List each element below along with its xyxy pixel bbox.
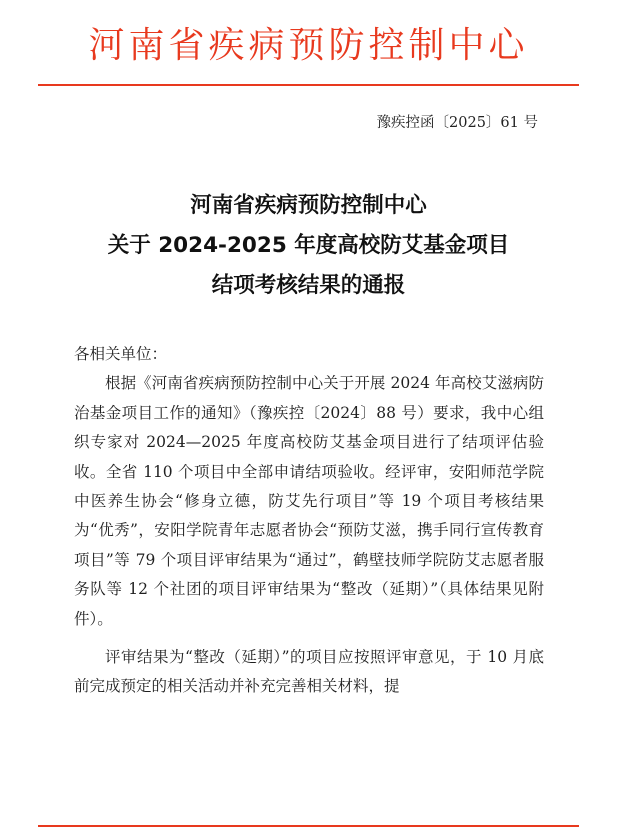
masthead-divider <box>38 84 579 86</box>
salutation: 各相关单位： <box>74 345 168 363</box>
body-paragraph-2: 评审结果为“整改（延期）”的项目应按照评审意见，于 10 月底前完成预定的相关活动并补充完善相关材料，提 <box>74 648 544 696</box>
title-line-3: 结项考核结果的通报 <box>211 273 406 298</box>
document-body <box>74 340 544 702</box>
document-title <box>0 186 617 306</box>
footer-divider <box>38 825 579 827</box>
body-paragraph-1: 根据《河南省疾病预防控制中心关于开展 2024 年高校艾滋病防治基金项目工作的通知》（豫疾控〔2024〕88 号）要求，我中心组织专家对 2024—2025 年度高校防艾基金项目进行了结项评估验收。全省 110 个项目中全部申请结项验收。经评审，安阳师范学院中医养生协会“修身立德，防艾先行项目”等 19 个项目考核结果为“优秀”，安阳学院青年志愿者协会“预防艾滋，携手同行宣传教育项目”等 79 个项目评审结果为“通过”，鹤壁技师学院防艾志愿者服务队等 12 个社团的项目评审结果为“整改（延期）”（具体结果见附件）。 <box>74 374 544 628</box>
agency-masthead: 河南省疾病预防控制中心 <box>88 25 529 66</box>
title-line-1: 河南省疾病预防控制中心 <box>190 193 427 218</box>
title-line-2: 关于 2024-2025 年度高校防艾基金项目 <box>107 233 510 258</box>
document-number: 豫疾控函〔2025〕61 号 <box>376 115 538 131</box>
